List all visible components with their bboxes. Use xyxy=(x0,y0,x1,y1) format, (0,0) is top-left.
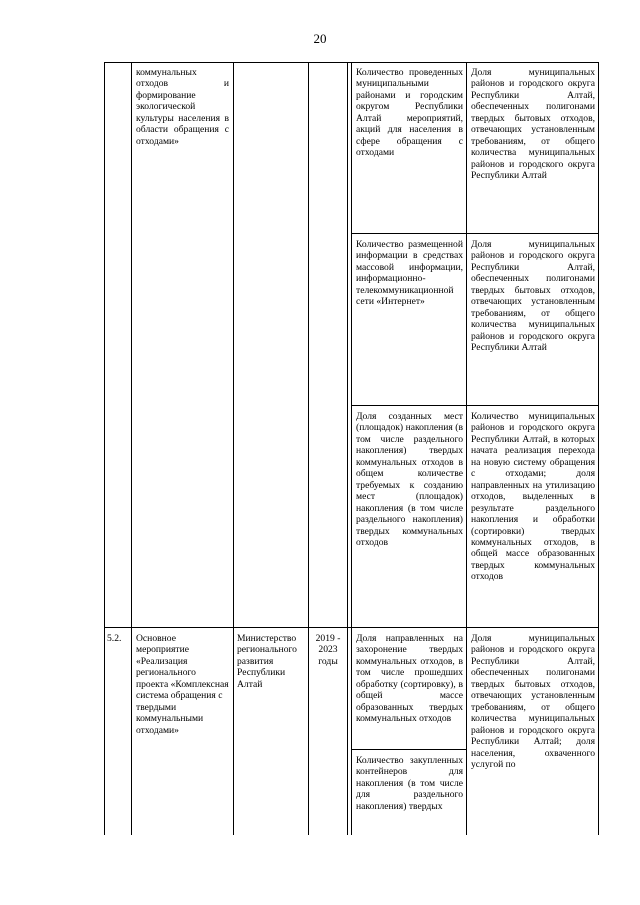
page-number: 20 xyxy=(313,31,327,46)
event-cell: Основное мероприятие «Реализация регионального проекта «Комплексная система обращения с твердыми коммунальными отходами» xyxy=(136,633,229,736)
column-divider xyxy=(131,62,132,835)
event-cell-continued: коммунальных отходов и формирование экологической культуры населения в области обращения с отходами» xyxy=(136,67,229,147)
row-number: 5.2. xyxy=(107,633,122,644)
column-divider xyxy=(351,62,352,835)
column-divider xyxy=(466,62,467,835)
indicator-cell: Количество проведенных муниципальными районами и городским округом Республики Алтай мероприятий, акций для населения в сфере обращения с отходами xyxy=(356,67,463,159)
result-cell: Доля муниципальных районов и городского округа Республики Алтай, обеспеченных полигонами твердых бытовых отходов, отвечающих установленным требованиям, от общего количества муниципальных районов и городского округа Республики Алтай; доля населения, охваченного услугой по xyxy=(471,633,595,770)
row-divider xyxy=(351,749,466,750)
row-divider xyxy=(104,627,598,628)
column-divider xyxy=(347,62,348,835)
row-divider xyxy=(351,233,598,234)
column-divider xyxy=(308,62,309,835)
indicator-cell: Количество закупленных контейнеров для накопления (в том числе для раздельного накопления) твердых xyxy=(356,755,463,812)
table-border-top xyxy=(104,62,598,63)
table-border-right xyxy=(598,62,599,835)
indicator-cell: Доля созданных мест (площадок) накопления (в том числе раздельного накопления) твердых коммунальных отходов в общем количестве требуемых к созданию мест (площадок) накопления (в том числе раздельного накопления) твердых коммунальных отходов xyxy=(356,411,463,548)
executor-cell: Министерство регионального развития Республики Алтай xyxy=(237,633,297,690)
result-cell: Количество муниципальных районов и городского округа Республики Алтай, в которых начата реализация перехода на новую систему обращения с отходами; доля направленных на утилизацию отходов, выделенных в результате раздельного накопления и обработки (сортировки) твердых коммунальных отходов, в общей массе образованных твердых коммунальных отходов xyxy=(471,411,595,583)
indicator-cell: Количество размещенной информации в средствах массовой информации, информационно-телекоммуникационной сети «Интернет» xyxy=(356,239,463,308)
period-cell: 2019 - 2023 годы xyxy=(315,633,341,667)
column-divider xyxy=(233,62,234,835)
table-border-left xyxy=(104,62,105,835)
row-divider xyxy=(351,405,598,406)
result-cell: Доля муниципальных районов и городского округа Республики Алтай, обеспеченных полигонами твердых бытовых отходов, отвечающих установленным требованиям, от общего количества муниципальных районов и городского округа Республики Алтай xyxy=(471,67,595,182)
result-cell: Доля муниципальных районов и городского округа Республики Алтай, обеспеченных полигонами твердых бытовых отходов, отвечающих установленным требованиям, от общего количества муниципальных районов и городского округа Республики Алтай xyxy=(471,239,595,354)
indicator-cell: Доля направленных на захоронение твердых коммунальных отходов, в том числе прошедших обработку (сортировку), в общей массе образованных твердых коммунальных отходов xyxy=(356,633,463,725)
